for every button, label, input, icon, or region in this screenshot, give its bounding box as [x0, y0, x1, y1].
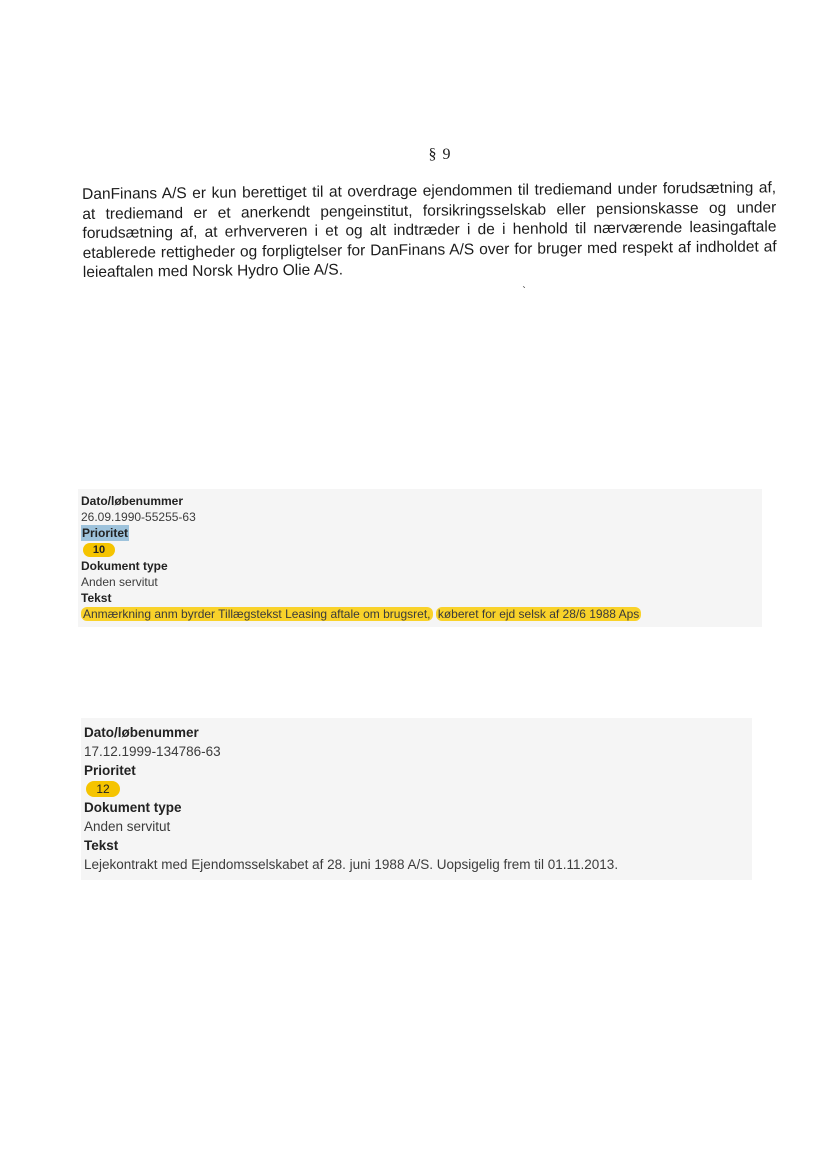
document-type-label: Dokument type: [81, 559, 168, 573]
text-label: Tekst: [81, 591, 112, 605]
clause-paragraph: DanFinans A/S er kun berettiget til at overdrage ejendommen til trediemand under forudsætning af, at trediemand er et anerkendt pengeinstitut, forsikringsselskab eller pensionskasse og under forudsætning af, at erhververen i et og alt indtræder i de i henhold til nærværende leasingaftale etablerede rettigheder og forpligtelser for DanFinans A/S over for bruger med respekt af indholdet af leieaftalen med Norsk Hydro Olie A/S.: [82, 179, 777, 281]
priority-badge: 12: [86, 781, 120, 797]
document-type-value: Anden servitut: [81, 575, 158, 589]
priority-row: [81, 541, 762, 558]
text-label: Tekst: [84, 837, 119, 853]
stray-mark: `: [522, 286, 527, 297]
date-value: 26.09.1990-55255-63: [81, 510, 196, 524]
priority-label: [81, 525, 762, 541]
registration-record-2: [81, 718, 752, 880]
text-value: [81, 606, 762, 622]
text-value-part-1: Anmærkning anm byrder Tillægstekst Leasing aftale om brugsret,: [83, 607, 431, 621]
registration-record-1: [78, 489, 762, 627]
document-type-value: Anden servitut: [84, 819, 171, 835]
text-value-part-2: køberet for ejd selsk af 28/6 1988 Aps: [437, 607, 640, 621]
priority-row: [84, 780, 752, 799]
date-label: Dato/løbenummer: [84, 725, 199, 740]
document-type-label: Dokument type: [84, 800, 182, 816]
section-heading: § 9: [428, 146, 452, 163]
date-label: Dato/løbenummer: [81, 494, 184, 508]
date-value: 17.12.1999-134786-63: [84, 743, 221, 759]
priority-label-text: Prioritet: [82, 526, 129, 540]
priority-badge: 10: [83, 543, 115, 557]
text-value: Lejekontrakt med Ejendomsselskabet af 28. juni 1988 A/S. Uopsigelig frem til 01.11.2013.: [84, 856, 619, 872]
priority-label: Prioritet: [84, 762, 136, 778]
